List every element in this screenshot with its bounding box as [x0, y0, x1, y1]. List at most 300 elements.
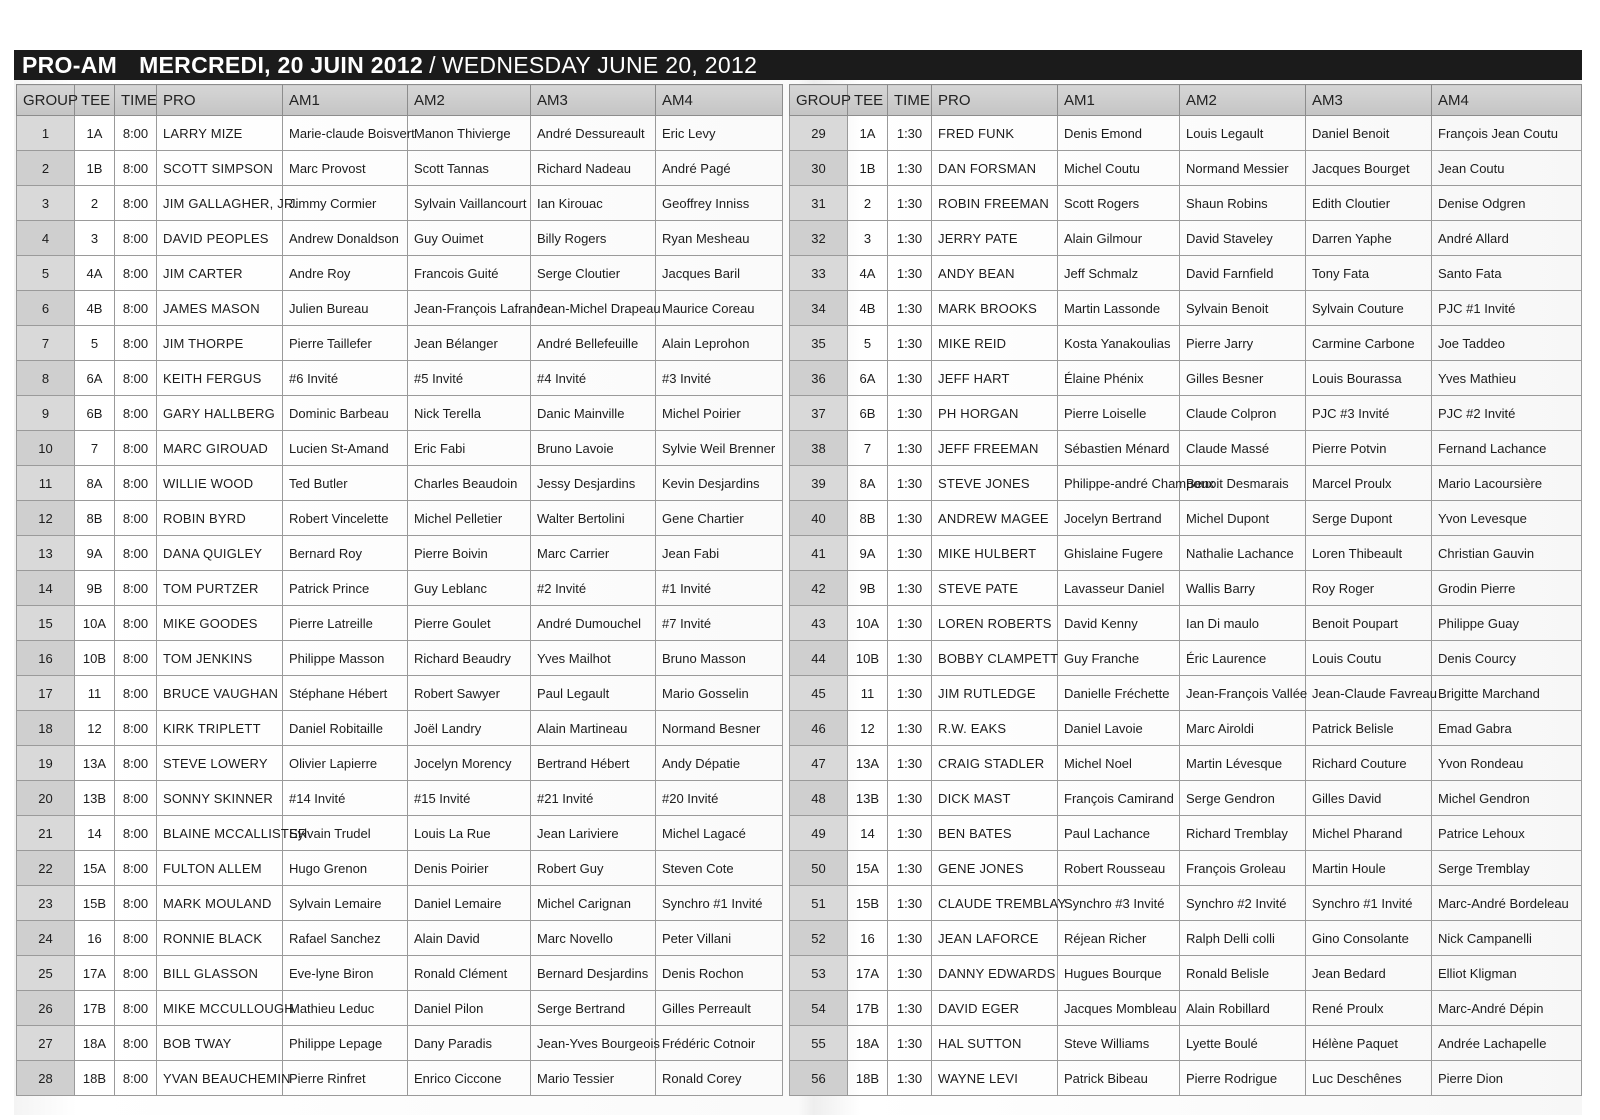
am1-cell: #14 Invité [283, 781, 408, 816]
am3-cell: Jean-Michel Drapeau [531, 291, 656, 326]
am4-cell: Maurice Coreau [656, 291, 783, 326]
time-cell: 8:00 [115, 361, 157, 396]
table-row [17, 1026, 783, 1061]
pro-cell: ROBIN FREEMAN [932, 186, 1058, 221]
tee-cell: 6B [848, 396, 888, 431]
pro-cell: JIM THORPE [157, 326, 283, 361]
pro-cell: MIKE HULBERT [932, 536, 1058, 571]
am2-cell: Ian Di maulo [1180, 606, 1306, 641]
group-cell: 11 [17, 466, 75, 501]
am2-cell: Dany Paradis [408, 1026, 531, 1061]
am4-cell: André Allard [1432, 221, 1582, 256]
am2-cell: Jean Bélanger [408, 326, 531, 361]
pro-cell: BEN BATES [932, 816, 1058, 851]
am1-cell: Patrick Bibeau [1058, 1061, 1180, 1096]
am4-cell: Pierre Dion [1432, 1061, 1582, 1096]
am3-cell: Paul Legault [531, 676, 656, 711]
time-cell: 1:30 [888, 816, 932, 851]
tee-cell: 12 [75, 711, 115, 746]
am1-cell: Martin Lassonde [1058, 291, 1180, 326]
tee-cell: 9A [848, 536, 888, 571]
time-cell: 1:30 [888, 501, 932, 536]
am3-cell: Edith Cloutier [1306, 186, 1432, 221]
group-cell: 10 [17, 431, 75, 466]
am2-cell: Nathalie Lachance [1180, 536, 1306, 571]
table-row [790, 326, 1582, 361]
am4-cell: PJC #1 Invité [1432, 291, 1582, 326]
am2-cell: Enrico Ciccone [408, 1061, 531, 1096]
table-row [17, 921, 783, 956]
group-cell: 3 [17, 186, 75, 221]
group-cell: 14 [17, 571, 75, 606]
am3-cell: #2 Invité [531, 571, 656, 606]
am1-cell: David Kenny [1058, 606, 1180, 641]
pro-cell: STEVE PATE [932, 571, 1058, 606]
col-header-am1: AM1 [283, 85, 408, 116]
am2-cell: Ronald Clément [408, 956, 531, 991]
tee-cell: 3 [848, 221, 888, 256]
am1-cell: Ghislaine Fugere [1058, 536, 1180, 571]
time-cell: 8:00 [115, 151, 157, 186]
table-row [17, 151, 783, 186]
group-cell: 29 [790, 116, 848, 151]
date-separator: / [429, 51, 436, 78]
am3-cell: Serge Bertrand [531, 991, 656, 1026]
tee-cell: 4A [848, 256, 888, 291]
group-cell: 42 [790, 571, 848, 606]
time-cell: 8:00 [115, 466, 157, 501]
table-row [790, 606, 1582, 641]
am3-cell: Carmine Carbone [1306, 326, 1432, 361]
group-cell: 12 [17, 501, 75, 536]
am3-cell: Louis Bourassa [1306, 361, 1432, 396]
am4-cell: Philippe Guay [1432, 606, 1582, 641]
col-header-am2: AM2 [408, 85, 531, 116]
pro-cell: FULTON ALLEM [157, 851, 283, 886]
pro-cell: BLAINE MCCALLISTER [157, 816, 283, 851]
am4-cell: Steven Cote [656, 851, 783, 886]
group-cell: 21 [17, 816, 75, 851]
pro-cell: JIM CARTER [157, 256, 283, 291]
time-cell: 1:30 [888, 641, 932, 676]
col-header-time: TIME [888, 85, 932, 116]
time-cell: 1:30 [888, 291, 932, 326]
tee-cell: 11 [848, 676, 888, 711]
am4-cell: Marc-André Dépin [1432, 991, 1582, 1026]
tee-cell: 18B [848, 1061, 888, 1096]
am1-cell: Andrew Donaldson [283, 221, 408, 256]
pro-cell: R.W. EAKS [932, 711, 1058, 746]
time-cell: 1:30 [888, 956, 932, 991]
am1-cell: Rafael Sanchez [283, 921, 408, 956]
afternoon-schedule-table [789, 84, 1582, 1096]
pro-cell: DAN FORSMAN [932, 151, 1058, 186]
am4-cell: François Jean Coutu [1432, 116, 1582, 151]
time-cell: 8:00 [115, 816, 157, 851]
table-row [790, 571, 1582, 606]
time-cell: 1:30 [888, 186, 932, 221]
pro-cell: YVAN BEAUCHEMIN [157, 1061, 283, 1096]
am1-cell: Hugo Grenon [283, 851, 408, 886]
group-cell: 50 [790, 851, 848, 886]
am2-cell: Scott Tannas [408, 151, 531, 186]
tee-cell: 1A [848, 116, 888, 151]
am3-cell: Patrick Belisle [1306, 711, 1432, 746]
am4-cell: Bruno Masson [656, 641, 783, 676]
group-cell: 8 [17, 361, 75, 396]
table-row [17, 291, 783, 326]
am1-cell: Michel Noel [1058, 746, 1180, 781]
am1-cell: Scott Rogers [1058, 186, 1180, 221]
time-cell: 1:30 [888, 711, 932, 746]
date-english: WEDNESDAY JUNE 20, 2012 [441, 51, 758, 78]
group-cell: 30 [790, 151, 848, 186]
tee-cell: 7 [75, 431, 115, 466]
time-cell: 1:30 [888, 221, 932, 256]
group-cell: 5 [17, 256, 75, 291]
am1-cell: Kosta Yanakoulias [1058, 326, 1180, 361]
time-cell: 8:00 [115, 921, 157, 956]
group-cell: 38 [790, 431, 848, 466]
pro-cell: DANA QUIGLEY [157, 536, 283, 571]
am3-cell: Luc Deschênes [1306, 1061, 1432, 1096]
table-row [790, 746, 1582, 781]
am4-cell: #7 Invité [656, 606, 783, 641]
pro-cell: LOREN ROBERTS [932, 606, 1058, 641]
col-header-am1: AM1 [1058, 85, 1180, 116]
pro-cell: MARK BROOKS [932, 291, 1058, 326]
table-row [790, 956, 1582, 991]
group-cell: 41 [790, 536, 848, 571]
am1-cell: Jeff Schmalz [1058, 256, 1180, 291]
group-cell: 54 [790, 991, 848, 1026]
table-row [790, 186, 1582, 221]
table-row [790, 256, 1582, 291]
time-cell: 8:00 [115, 781, 157, 816]
am1-cell: Julien Bureau [283, 291, 408, 326]
tee-cell: 15A [75, 851, 115, 886]
table-row [790, 921, 1582, 956]
am4-cell: Geoffrey Inniss [656, 186, 783, 221]
group-cell: 33 [790, 256, 848, 291]
am2-cell: #5 Invité [408, 361, 531, 396]
am4-cell: Denis Courcy [1432, 641, 1582, 676]
pro-cell: KEITH FERGUS [157, 361, 283, 396]
time-cell: 8:00 [115, 326, 157, 361]
am4-cell: #20 Invité [656, 781, 783, 816]
tee-cell: 14 [848, 816, 888, 851]
table-row [790, 886, 1582, 921]
table-row [790, 431, 1582, 466]
am2-cell: Shaun Robins [1180, 186, 1306, 221]
pro-cell: JEAN LAFORCE [932, 921, 1058, 956]
am3-cell: Jacques Bourget [1306, 151, 1432, 186]
group-cell: 20 [17, 781, 75, 816]
am2-cell: Alain Robillard [1180, 991, 1306, 1026]
am1-cell: Élaine Phénix [1058, 361, 1180, 396]
group-cell: 24 [17, 921, 75, 956]
col-header-am3: AM3 [531, 85, 656, 116]
am2-cell: Gilles Besner [1180, 361, 1306, 396]
pro-cell: ROBIN BYRD [157, 501, 283, 536]
table-row [790, 291, 1582, 326]
table-row [790, 361, 1582, 396]
col-header-pro: PRO [932, 85, 1058, 116]
pro-cell: CRAIG STADLER [932, 746, 1058, 781]
am1-cell: Hugues Bourque [1058, 956, 1180, 991]
time-cell: 8:00 [115, 431, 157, 466]
pro-cell: MIKE REID [932, 326, 1058, 361]
am2-cell: Serge Gendron [1180, 781, 1306, 816]
am1-cell: Eve-lyne Biron [283, 956, 408, 991]
group-cell: 35 [790, 326, 848, 361]
tee-cell: 17B [848, 991, 888, 1026]
group-cell: 25 [17, 956, 75, 991]
time-cell: 8:00 [115, 221, 157, 256]
time-cell: 1:30 [888, 676, 932, 711]
am4-cell: Peter Villani [656, 921, 783, 956]
date-french: MERCREDI, 20 JUIN 2012 [139, 51, 424, 78]
am3-cell: Sylvain Couture [1306, 291, 1432, 326]
am2-cell: Guy Ouimet [408, 221, 531, 256]
am2-cell: Daniel Pilon [408, 991, 531, 1026]
table-row [790, 396, 1582, 431]
tee-cell: 1B [848, 151, 888, 186]
am2-cell: Pierre Goulet [408, 606, 531, 641]
am4-cell: Michel Poirier [656, 396, 783, 431]
table-row [790, 676, 1582, 711]
pro-cell: GARY HALLBERG [157, 396, 283, 431]
am1-cell: Danielle Fréchette [1058, 676, 1180, 711]
table-row [17, 606, 783, 641]
time-cell: 1:30 [888, 361, 932, 396]
tee-cell: 8B [848, 501, 888, 536]
table-row [17, 116, 783, 151]
time-cell: 1:30 [888, 1061, 932, 1096]
table-row [790, 536, 1582, 571]
am2-cell: Louis Legault [1180, 116, 1306, 151]
table-row [790, 816, 1582, 851]
group-cell: 1 [17, 116, 75, 151]
time-cell: 1:30 [888, 1026, 932, 1061]
am3-cell: Gino Consolante [1306, 921, 1432, 956]
am3-cell: Jean Lariviere [531, 816, 656, 851]
am4-cell: Gilles Perreault [656, 991, 783, 1026]
am2-cell: Daniel Lemaire [408, 886, 531, 921]
am3-cell: Bernard Desjardins [531, 956, 656, 991]
col-header-tee: TEE [75, 85, 115, 116]
pro-cell: JEFF FREEMAN [932, 431, 1058, 466]
group-cell: 22 [17, 851, 75, 886]
time-cell: 1:30 [888, 466, 932, 501]
am1-cell: Robert Vincelette [283, 501, 408, 536]
pro-cell: BOB TWAY [157, 1026, 283, 1061]
am1-cell: Jocelyn Bertrand [1058, 501, 1180, 536]
time-cell: 1:30 [888, 851, 932, 886]
tee-cell: 3 [75, 221, 115, 256]
am3-cell: Serge Dupont [1306, 501, 1432, 536]
am1-cell: Pierre Loiselle [1058, 396, 1180, 431]
pro-cell: TOM JENKINS [157, 641, 283, 676]
event-title: PRO-AM [22, 51, 118, 78]
table-row [790, 1026, 1582, 1061]
am4-cell: Andrée Lachapelle [1432, 1026, 1582, 1061]
tee-cell: 13B [75, 781, 115, 816]
time-cell: 8:00 [115, 536, 157, 571]
group-cell: 17 [17, 676, 75, 711]
group-cell: 16 [17, 641, 75, 676]
tee-cell: 10A [848, 606, 888, 641]
am2-cell: Denis Poirier [408, 851, 531, 886]
am1-cell: Lavasseur Daniel [1058, 571, 1180, 606]
tee-cell: 15B [848, 886, 888, 921]
time-cell: 8:00 [115, 956, 157, 991]
pro-cell: BRUCE VAUGHAN [157, 676, 283, 711]
pro-cell: PH HORGAN [932, 396, 1058, 431]
tee-cell: 15A [848, 851, 888, 886]
group-cell: 2 [17, 151, 75, 186]
tee-cell: 18A [848, 1026, 888, 1061]
am2-cell: Joël Landry [408, 711, 531, 746]
pro-cell: GENE JONES [932, 851, 1058, 886]
tee-cell: 7 [848, 431, 888, 466]
am3-cell: Walter Bertolini [531, 501, 656, 536]
am1-cell: Olivier Lapierre [283, 746, 408, 781]
am2-cell: Jean-François Lafrance [408, 291, 531, 326]
am2-cell: Lyette Boulé [1180, 1026, 1306, 1061]
time-cell: 1:30 [888, 431, 932, 466]
time-cell: 8:00 [115, 991, 157, 1026]
am4-cell: Grodin Pierre [1432, 571, 1582, 606]
am2-cell: David Farnfield [1180, 256, 1306, 291]
table-row [17, 816, 783, 851]
tee-cell: 10A [75, 606, 115, 641]
time-cell: 1:30 [888, 396, 932, 431]
tee-cell: 5 [848, 326, 888, 361]
header-banner [14, 50, 1582, 80]
pro-cell: ANDREW MAGEE [932, 501, 1058, 536]
header-row [17, 85, 783, 116]
tee-cell: 4B [75, 291, 115, 326]
am1-cell: Pierre Latreille [283, 606, 408, 641]
am3-cell: Richard Nadeau [531, 151, 656, 186]
am3-cell: Mario Tessier [531, 1061, 656, 1096]
am3-cell: Jean-Claude Favreau [1306, 676, 1432, 711]
time-cell: 8:00 [115, 256, 157, 291]
am1-cell: Steve Williams [1058, 1026, 1180, 1061]
am4-cell: Santo Fata [1432, 256, 1582, 291]
table-row [17, 746, 783, 781]
am4-cell: Nick Campanelli [1432, 921, 1582, 956]
tee-cell: 10B [848, 641, 888, 676]
am3-cell: PJC #3 Invité [1306, 396, 1432, 431]
pro-cell: JIM RUTLEDGE [932, 676, 1058, 711]
am3-cell: Billy Rogers [531, 221, 656, 256]
am3-cell: André Dumouchel [531, 606, 656, 641]
am1-cell: Paul Lachance [1058, 816, 1180, 851]
tee-cell: 16 [848, 921, 888, 956]
tee-cell: 11 [75, 676, 115, 711]
am1-cell: Philippe Masson [283, 641, 408, 676]
am4-cell: Brigitte Marchand [1432, 676, 1582, 711]
am2-cell: Robert Sawyer [408, 676, 531, 711]
am4-cell: Yves Mathieu [1432, 361, 1582, 396]
am4-cell: Andy Dépatie [656, 746, 783, 781]
am4-cell: Michel Gendron [1432, 781, 1582, 816]
am3-cell: Serge Cloutier [531, 256, 656, 291]
am4-cell: Emad Gabra [1432, 711, 1582, 746]
table-row [17, 221, 783, 256]
group-cell: 46 [790, 711, 848, 746]
tee-cell: 13A [75, 746, 115, 781]
tee-cell: 14 [75, 816, 115, 851]
am3-cell: Robert Guy [531, 851, 656, 886]
tee-cell: 13B [848, 781, 888, 816]
am2-cell: Sylvain Vaillancourt [408, 186, 531, 221]
group-cell: 6 [17, 291, 75, 326]
am3-cell: André Bellefeuille [531, 326, 656, 361]
time-cell: 8:00 [115, 291, 157, 326]
table-row [17, 396, 783, 431]
am3-cell: Daniel Benoit [1306, 116, 1432, 151]
pro-cell: JIM GALLAGHER, JR. [157, 186, 283, 221]
time-cell: 8:00 [115, 116, 157, 151]
pro-cell: ANDY BEAN [932, 256, 1058, 291]
am2-cell: Guy Leblanc [408, 571, 531, 606]
time-cell: 8:00 [115, 396, 157, 431]
am4-cell: Alain Leprohon [656, 326, 783, 361]
pro-cell: HAL SUTTON [932, 1026, 1058, 1061]
table-row [17, 186, 783, 221]
am1-cell: Andre Roy [283, 256, 408, 291]
am1-cell: Jacques Mombleau [1058, 991, 1180, 1026]
am2-cell: Claude Colpron [1180, 396, 1306, 431]
am3-cell: Synchro #1 Invité [1306, 886, 1432, 921]
col-header-time: TIME [115, 85, 157, 116]
am1-cell: Patrick Prince [283, 571, 408, 606]
col-header-pro: PRO [157, 85, 283, 116]
am1-cell: Réjean Richer [1058, 921, 1180, 956]
am1-cell: Ted Butler [283, 466, 408, 501]
tee-cell: 8B [75, 501, 115, 536]
am4-cell: Gene Chartier [656, 501, 783, 536]
am3-cell: Louis Coutu [1306, 641, 1432, 676]
group-cell: 27 [17, 1026, 75, 1061]
am4-cell: Denis Rochon [656, 956, 783, 991]
group-cell: 56 [790, 1061, 848, 1096]
group-cell: 53 [790, 956, 848, 991]
table-row [17, 781, 783, 816]
am1-cell: Philippe-andré Champoux [1058, 466, 1180, 501]
am4-cell: Michel Lagacé [656, 816, 783, 851]
time-cell: 1:30 [888, 151, 932, 186]
tee-cell: 17B [75, 991, 115, 1026]
pro-cell: STEVE JONES [932, 466, 1058, 501]
am2-cell: Richard Beaudry [408, 641, 531, 676]
time-cell: 8:00 [115, 571, 157, 606]
am2-cell: Charles Beaudoin [408, 466, 531, 501]
time-cell: 1:30 [888, 536, 932, 571]
col-header-group: GROUP [790, 85, 848, 116]
am3-cell: #21 Invité [531, 781, 656, 816]
am1-cell: Stéphane Hébert [283, 676, 408, 711]
pro-cell: RONNIE BLACK [157, 921, 283, 956]
am3-cell: Yves Mailhot [531, 641, 656, 676]
time-cell: 8:00 [115, 711, 157, 746]
am2-cell: Nick Terella [408, 396, 531, 431]
col-header-tee: TEE [848, 85, 888, 116]
am4-cell: #3 Invité [656, 361, 783, 396]
